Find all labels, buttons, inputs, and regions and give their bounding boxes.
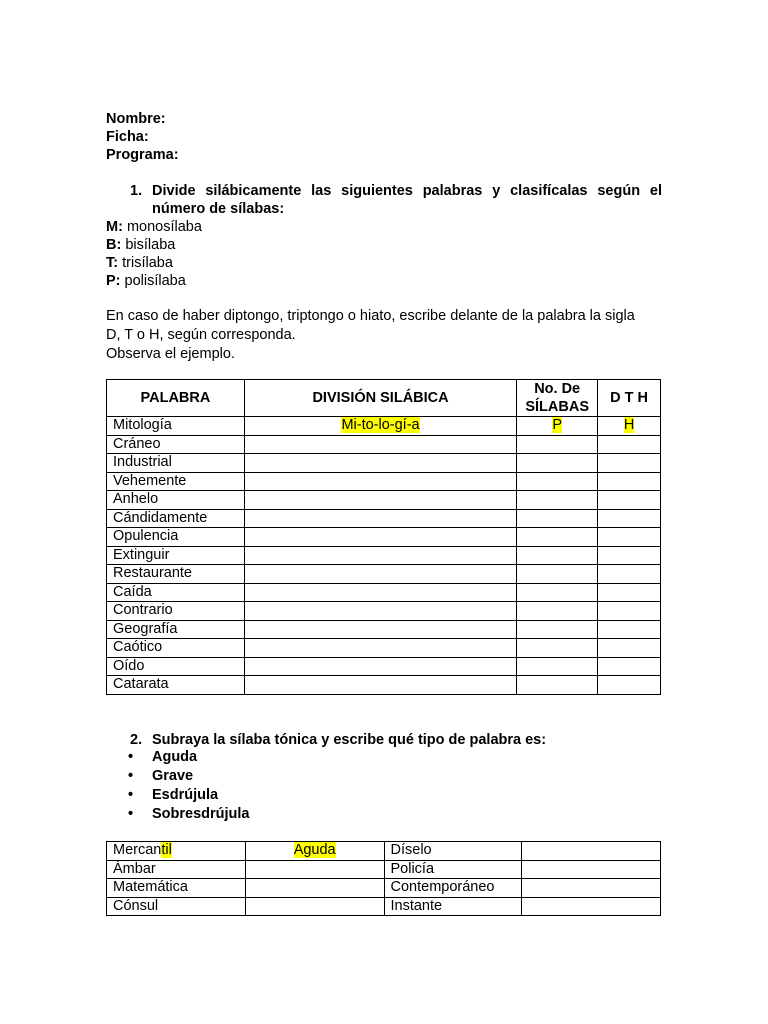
key-m: M: monosílaba: [106, 219, 202, 235]
table-cell: [245, 879, 384, 898]
exercise1-instruction-line2: número de sílabas:: [152, 201, 285, 217]
table-cell: [517, 657, 598, 676]
exercise1-instruction-line1: Divide silábicamente las siguientes palabras y clasifícalas según el: [152, 183, 662, 199]
table-row: [107, 435, 661, 454]
table-cell: [598, 509, 661, 528]
table-cell: Mercantil: [107, 842, 246, 861]
table-cell: Vehemente: [107, 472, 245, 491]
table-row: [107, 491, 661, 510]
table-cell: [598, 435, 661, 454]
table-cell: [517, 602, 598, 621]
table-cell: [517, 454, 598, 473]
table-cell: [244, 435, 516, 454]
table-cell: [244, 620, 516, 639]
table-cell: Policía: [384, 860, 522, 879]
table-cell: Industrial: [107, 454, 245, 473]
table-cell: [245, 860, 384, 879]
key-b: B: bisílaba: [106, 237, 176, 253]
table-cell: Cándidamente: [107, 509, 245, 528]
table-cell: [517, 620, 598, 639]
table-cell: [517, 639, 598, 658]
key-t: T: trisílaba: [106, 255, 173, 271]
table-cell: [598, 639, 661, 658]
table-cell: Instante: [384, 897, 522, 916]
table-cell: Opulencia: [107, 528, 245, 547]
table-cell: Contrario: [107, 602, 245, 621]
table-cell: [244, 509, 516, 528]
list-item: • Esdrújula: [128, 787, 219, 803]
table-cell: Contemporáneo: [384, 879, 522, 898]
table-cell: Matemática: [107, 879, 246, 898]
table-cell: [517, 565, 598, 584]
table-row: [107, 509, 661, 528]
table-cell: [244, 602, 516, 621]
table-cell: [244, 491, 516, 510]
header-palabra: PALABRA: [107, 380, 245, 417]
table-cell: Extinguir: [107, 546, 245, 565]
list-item: • Grave: [128, 768, 194, 784]
table-cell: [517, 472, 598, 491]
table-cell: [522, 860, 661, 879]
header-division: DIVISIÓN SILÁBICA: [244, 380, 516, 417]
table-cell: [598, 602, 661, 621]
table-cell: [598, 491, 661, 510]
programa-label: Programa:: [106, 147, 179, 163]
table-row: [107, 454, 661, 473]
table-cell: [517, 528, 598, 547]
table-row: [107, 676, 661, 695]
table-cell: [517, 509, 598, 528]
table-cell: Mi-to-lo-gí-a: [244, 417, 516, 436]
table-cell: [245, 897, 384, 916]
table-row: [107, 602, 661, 621]
table-row: [107, 620, 661, 639]
table-cell: [517, 676, 598, 695]
table-cell: [244, 565, 516, 584]
table-cell: Mitología: [107, 417, 245, 436]
stress-table: [106, 841, 661, 916]
table-cell: Caótico: [107, 639, 245, 658]
table-cell: [598, 565, 661, 584]
table-cell: [517, 546, 598, 565]
table-row: [107, 639, 661, 658]
table-row: [107, 565, 661, 584]
exercise1-number: 1.: [130, 183, 143, 199]
table-cell: [244, 676, 516, 695]
list-item: • Sobresdrújula: [128, 806, 250, 822]
table-row: [107, 528, 661, 547]
table-row: [107, 546, 661, 565]
table-cell: [598, 583, 661, 602]
word-type-list: [128, 748, 250, 824]
table-cell: [598, 472, 661, 491]
table-cell: [244, 583, 516, 602]
table-cell: Geografía: [107, 620, 245, 639]
table-cell: Aguda: [245, 842, 384, 861]
table-cell: Díselo: [384, 842, 522, 861]
table-cell: [522, 879, 661, 898]
table-cell: [598, 546, 661, 565]
header-dth: D T H: [598, 380, 661, 417]
table-row: [107, 472, 661, 491]
table-cell: [244, 528, 516, 547]
syllable-table: [106, 379, 661, 695]
table-cell: Restaurante: [107, 565, 245, 584]
table-cell: [522, 897, 661, 916]
table-cell: [244, 546, 516, 565]
list-item: • Aguda: [128, 749, 198, 765]
table-row: [107, 417, 661, 436]
table-cell: [598, 676, 661, 695]
table-cell: [517, 435, 598, 454]
key-p: P: polisílaba: [106, 273, 186, 289]
table-cell: [598, 657, 661, 676]
table-cell: Oído: [107, 657, 245, 676]
ficha-label: Ficha:: [106, 129, 149, 145]
note-line3: Observa el ejemplo.: [106, 346, 235, 362]
table-row: [107, 583, 661, 602]
table-cell: P: [517, 417, 598, 436]
header-num-silabas: No. De SÍLABAS: [517, 380, 598, 417]
table-cell: [244, 639, 516, 658]
note-line1: En caso de haber diptongo, triptongo o hiato, escribe delante de la palabra la sigla: [106, 308, 635, 324]
table-cell: [598, 454, 661, 473]
table-cell: H: [598, 417, 661, 436]
table-cell: [517, 491, 598, 510]
table-cell: [244, 657, 516, 676]
table-cell: Cónsul: [107, 897, 246, 916]
table-cell: [598, 620, 661, 639]
table-cell: Catarata: [107, 676, 245, 695]
table-cell: Cráneo: [107, 435, 245, 454]
table-cell: Caída: [107, 583, 245, 602]
table-cell: [598, 528, 661, 547]
table-cell: Ámbar: [107, 860, 246, 879]
table-cell: [244, 472, 516, 491]
table-cell: [522, 842, 661, 861]
exercise2-instruction: Subraya la sílaba tónica y escribe qué tipo de palabra es:: [152, 732, 547, 748]
table-row: [107, 657, 661, 676]
nombre-label: Nombre:: [106, 111, 166, 127]
exercise2-number: 2.: [130, 732, 143, 748]
table-cell: [517, 583, 598, 602]
note-line2: D, T o H, según corresponda.: [106, 327, 296, 343]
table-cell: [244, 454, 516, 473]
table-cell: Anhelo: [107, 491, 245, 510]
